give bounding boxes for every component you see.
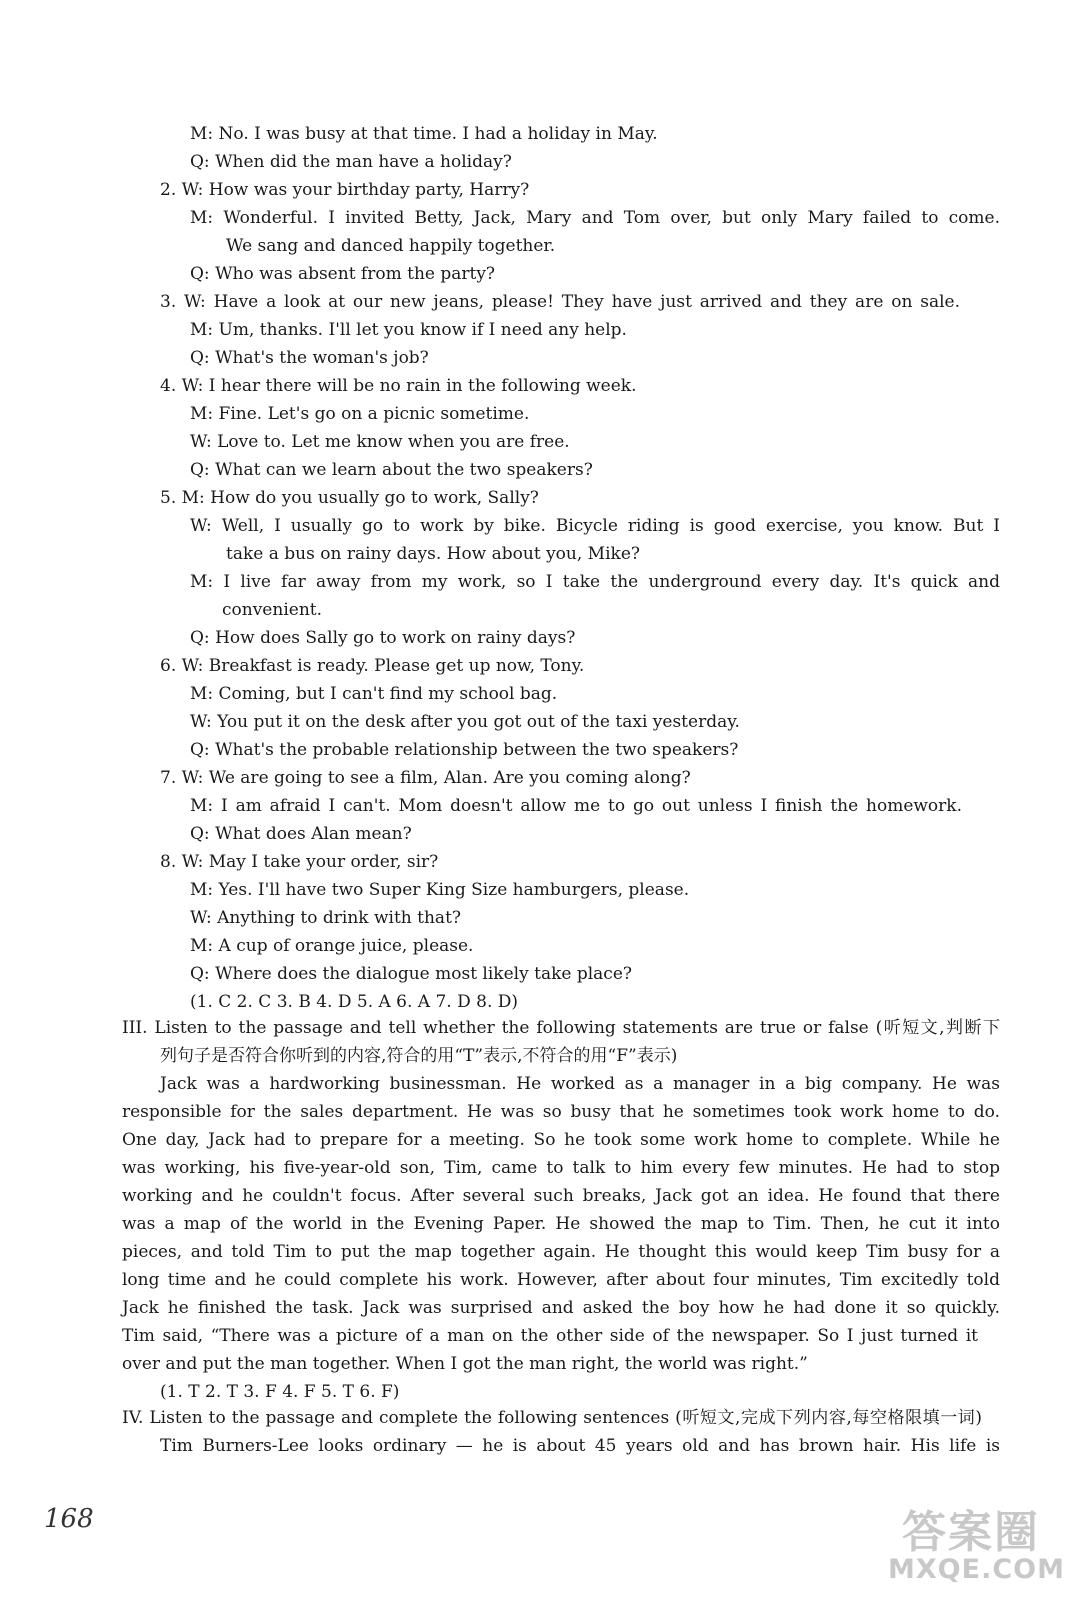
answer-key: (1. C 2. C 3. B 4. D 5. A 6. A 7. D 8. D) bbox=[190, 992, 519, 1012]
passage-line: Jack he finished the task. Jack was surprised and asked the boy how he had done it so quickly. bbox=[122, 1298, 1000, 1318]
passage-line: One day, Jack had to prepare for a meeting. So he took some work home to complete. While he bbox=[122, 1130, 1000, 1150]
watermark-logo: 答案圈 bbox=[902, 1507, 1040, 1558]
text-line: W: Well, I usually go to work by bike. Bicycle riding is good exercise, you know. But I bbox=[190, 516, 1000, 536]
text-line: M: A cup of orange juice, please. bbox=[190, 936, 474, 956]
page-number: 168 bbox=[44, 1504, 94, 1534]
text-line: Q: Who was absent from the party? bbox=[190, 264, 496, 284]
text-line: Q: When did the man have a holiday? bbox=[190, 152, 512, 172]
text-line: convenient. bbox=[222, 600, 322, 620]
text-line: W: Love to. Let me know when you are free. bbox=[190, 432, 570, 452]
text-line: 6. W: Breakfast is ready. Please get up now, Tony. bbox=[160, 656, 585, 676]
text-line: Q: How does Sally go to work on rainy days? bbox=[190, 628, 576, 648]
passage-line: responsible for the sales department. He was so busy that he sometimes took work home to do. bbox=[122, 1102, 1000, 1122]
passage-line: long time and he could complete his work. However, after about four minutes, Tim excitedly told bbox=[122, 1270, 1000, 1290]
text-line: W: Anything to drink with that? bbox=[190, 908, 462, 928]
section-heading: III. Listen to the passage and tell whether the following statements are true or false (听短文,判断下 bbox=[122, 1018, 1000, 1038]
text-line: 7. W: We are going to see a film, Alan. Are you coming along? bbox=[160, 768, 691, 788]
section-heading-cont: 列句子是否符合你听到的内容,符合的用“T”表示,不符合的用“F”表示) bbox=[160, 1046, 678, 1066]
text-line: M: I am afraid I can't. Mom doesn't allow me to go out unless I finish the homework. bbox=[190, 796, 962, 816]
text-line: Q: What does Alan mean? bbox=[190, 824, 412, 844]
passage-line: Jack was a hardworking businessman. He worked as a manager in a big company. He was bbox=[160, 1074, 1000, 1094]
text-line: take a bus on rainy days. How about you, Mike? bbox=[226, 544, 640, 564]
text-line: M: Um, thanks. I'll let you know if I need any help. bbox=[190, 320, 627, 340]
passage-line: over and put the man together. When I got the man right, the world was right.” bbox=[122, 1354, 808, 1374]
text-line: Q: What's the woman's job? bbox=[190, 348, 429, 368]
text-line: We sang and danced happily together. bbox=[226, 236, 556, 256]
text-line: 5. M: How do you usually go to work, Sally? bbox=[160, 488, 539, 508]
text-line: Q: What's the probable relationship between the two speakers? bbox=[190, 740, 739, 760]
answer-key: (1. T 2. T 3. F 4. F 5. T 6. F) bbox=[160, 1382, 400, 1402]
section-heading: IV. Listen to the passage and complete the following sentences (听短文,完成下列内容,每空格限填一词) bbox=[122, 1408, 982, 1428]
text-line: M: Wonderful. I invited Betty, Jack, Mary and Tom over, but only Mary failed to come. bbox=[190, 208, 1000, 228]
text-line: M: Fine. Let's go on a picnic sometime. bbox=[190, 404, 530, 424]
text-line: M: I live far away from my work, so I take the underground every day. It's quick and bbox=[190, 572, 1000, 592]
passage-line: working and he couldn't focus. After several such breaks, Jack got an idea. He found that there bbox=[122, 1186, 1000, 1206]
text-line: 3. W: Have a look at our new jeans, please! They have just arrived and they are on sale. bbox=[160, 292, 960, 312]
passage-line: pieces, and told Tim to put the map together again. He thought this would keep Tim busy for a bbox=[122, 1242, 1000, 1262]
text-line: 2. W: How was your birthday party, Harry? bbox=[160, 180, 530, 200]
watermark-url: MXQE.COM bbox=[888, 1554, 1065, 1585]
passage-line: Tim said, “There was a picture of a man on the other side of the newspaper. So I just turned it bbox=[122, 1326, 978, 1346]
text-line: M: Yes. I'll have two Super King Size hamburgers, please. bbox=[190, 880, 690, 900]
text-line: Q: What can we learn about the two speakers? bbox=[190, 460, 593, 480]
text-line: 4. W: I hear there will be no rain in the following week. bbox=[160, 376, 637, 396]
text-line: M: No. I was busy at that time. I had a holiday in May. bbox=[190, 124, 658, 144]
text-line: 8. W: May I take your order, sir? bbox=[160, 852, 439, 872]
passage-line: was working, his five-year-old son, Tim, came to talk to him every few minutes. He had to stop bbox=[122, 1158, 1000, 1178]
passage-line: Tim Burners-Lee looks ordinary — he is about 45 years old and has brown hair. His life is bbox=[160, 1436, 1000, 1456]
passage-line: was a map of the world in the Evening Paper. He showed the map to Tim. Then, he cut it into bbox=[122, 1214, 1000, 1234]
text-line: W: You put it on the desk after you got out of the taxi yesterday. bbox=[190, 712, 740, 732]
text-line: Q: Where does the dialogue most likely take place? bbox=[190, 964, 632, 984]
watermark bbox=[872, 1496, 1080, 1596]
text-line: M: Coming, but I can't find my school bag. bbox=[190, 684, 558, 704]
